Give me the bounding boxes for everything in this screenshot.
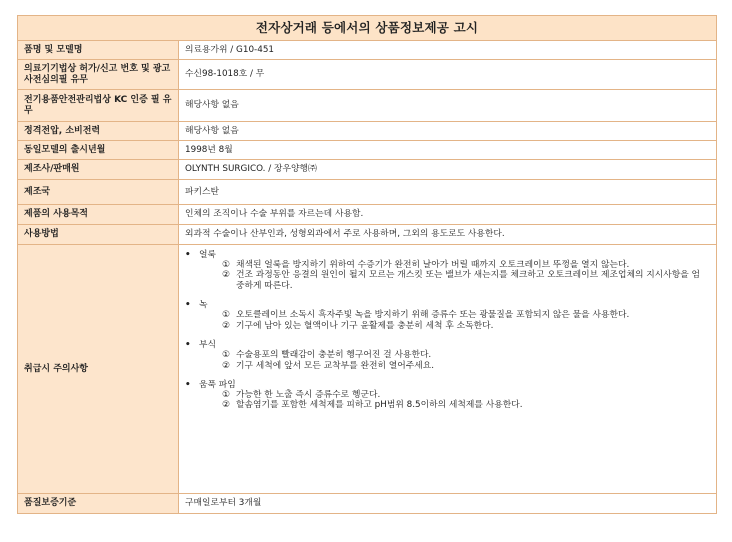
- row-value-usage: 외과적 수술이나 산부인과, 성형외과에서 주로 사용하며, 그외의 용도로도 사용한다.: [179, 225, 717, 245]
- caution-heading: 움푹 파임: [199, 379, 236, 390]
- caution-section-corrosion: [185, 340, 710, 371]
- item-text: 오토클레이브 소독시 흑자주빛 녹을 방지하기 위해 증류수 또는 광물질을 포함되지 않은 물을 사용한다.: [236, 310, 630, 321]
- row-label-voltage: 정격전압, 소비전력: [18, 122, 179, 141]
- table-row: [18, 494, 717, 514]
- table-row: [18, 41, 717, 60]
- row-label-manufacturer: 제조사/판매원: [18, 160, 179, 180]
- row-label-caution: 취급시 주의사항: [18, 245, 179, 494]
- row-value-manufacturer: OLYNTH SURGICO. / 장우양행㈜: [179, 160, 717, 180]
- row-value-purpose: 인체의 조직이나 수술 부위를 자르는데 사용함.: [179, 205, 717, 225]
- item-text: 건조 과정동안 응결의 원인이 될지 모르는 개스킷 또는 밸브가 새는지를 체크하고 오토크레이브 제조업체의 지시사항을 엄중하게 따른다.: [236, 270, 701, 291]
- row-label-medical-license: 의료기기법상 허가/신고 번호 및 광고사전심의필 유무: [18, 60, 179, 90]
- row-label-country: 제조국: [18, 180, 179, 205]
- product-info-notice-table: [17, 15, 717, 514]
- item-number: ①: [222, 310, 230, 321]
- row-value-country: 파키스탄: [179, 180, 717, 205]
- table-row: [18, 205, 717, 225]
- row-label-usage: 사용방법: [18, 225, 179, 245]
- item-text: 가능한 한 노출 즉시 증류수로 헹군다.: [236, 390, 381, 401]
- bullet-icon: •: [185, 340, 191, 351]
- item-number: ②: [222, 400, 230, 411]
- bullet-icon: •: [185, 379, 191, 390]
- table-row: [18, 141, 717, 160]
- bullet-icon: •: [185, 300, 191, 311]
- caution-content: [179, 245, 717, 494]
- bullet-icon: •: [185, 250, 191, 260]
- item-text: 기구에 남아 있는 혈액이나 기구 윤활제를 충분히 세척 후 소독한다.: [236, 320, 494, 331]
- item-text: 기구 세척에 앞서 모든 교착부를 완전히 열어주세요.: [236, 360, 435, 371]
- table-row: [18, 160, 717, 180]
- item-number: ②: [222, 270, 230, 281]
- row-label-kc-certification: 전기용품안전관리법상 KC 인증 필 유무: [18, 90, 179, 122]
- list-item: [222, 400, 710, 410]
- list-item: [222, 260, 710, 270]
- row-value-warranty: 구매일로부터 3개월: [179, 494, 717, 514]
- list-item: [222, 310, 710, 320]
- list-item: [222, 361, 710, 371]
- row-value-product-name: 의료용가위 / G10-451: [179, 41, 717, 60]
- row-label-warranty: 품질보증기준: [18, 494, 179, 514]
- item-number: ②: [222, 360, 230, 371]
- table-row: [18, 180, 717, 205]
- table-row: [18, 60, 717, 90]
- item-text: 수술용포의 빨래감이 충분히 헹구어진 걸 사용한다.: [236, 350, 432, 361]
- title-row: [18, 16, 717, 41]
- table-row: [18, 225, 717, 245]
- row-label-release-date: 동일모델의 출시년월: [18, 141, 179, 160]
- row-label-purpose: 제품의 사용목적: [18, 205, 179, 225]
- item-text: 할솜염기를 포함한 세척제를 피하고 pH범위 8.5이하의 세척제를 사용한다.: [236, 400, 523, 411]
- caution-section-rust: [185, 300, 710, 331]
- caution-heading: 녹: [199, 300, 208, 311]
- item-number: ①: [222, 260, 230, 271]
- row-label-product-name: 품명 및 모델명: [18, 41, 179, 60]
- list-item: [222, 390, 710, 400]
- caution-heading: 부식: [199, 340, 216, 351]
- caution-heading: 얼룩: [199, 250, 216, 260]
- list-item: [222, 321, 710, 331]
- caution-section-stain: [185, 250, 710, 291]
- item-text: 채색된 얼룩을 방지하기 위하여 수증기가 완전히 날아가 버릴 때까지 오토크레이브 뚜껑을 열지 않는다.: [236, 260, 630, 271]
- caution-section-pitting: [185, 380, 710, 411]
- row-value-voltage: 해당사항 없음: [179, 122, 717, 141]
- table-row: [18, 245, 717, 494]
- row-value-medical-license: 수신98-1018호 / 무: [179, 60, 717, 90]
- table-row: [18, 90, 717, 122]
- item-number: ②: [222, 320, 230, 331]
- table-row: [18, 122, 717, 141]
- list-item: [222, 270, 710, 291]
- item-number: ①: [222, 350, 230, 361]
- notice-title: 전자상거래 등에서의 상품정보제공 고시: [18, 16, 717, 41]
- row-value-release-date: 1998년 8월: [179, 141, 717, 160]
- row-value-kc-certification: 해당사항 없음: [179, 90, 717, 122]
- list-item: [222, 350, 710, 360]
- item-number: ①: [222, 390, 230, 401]
